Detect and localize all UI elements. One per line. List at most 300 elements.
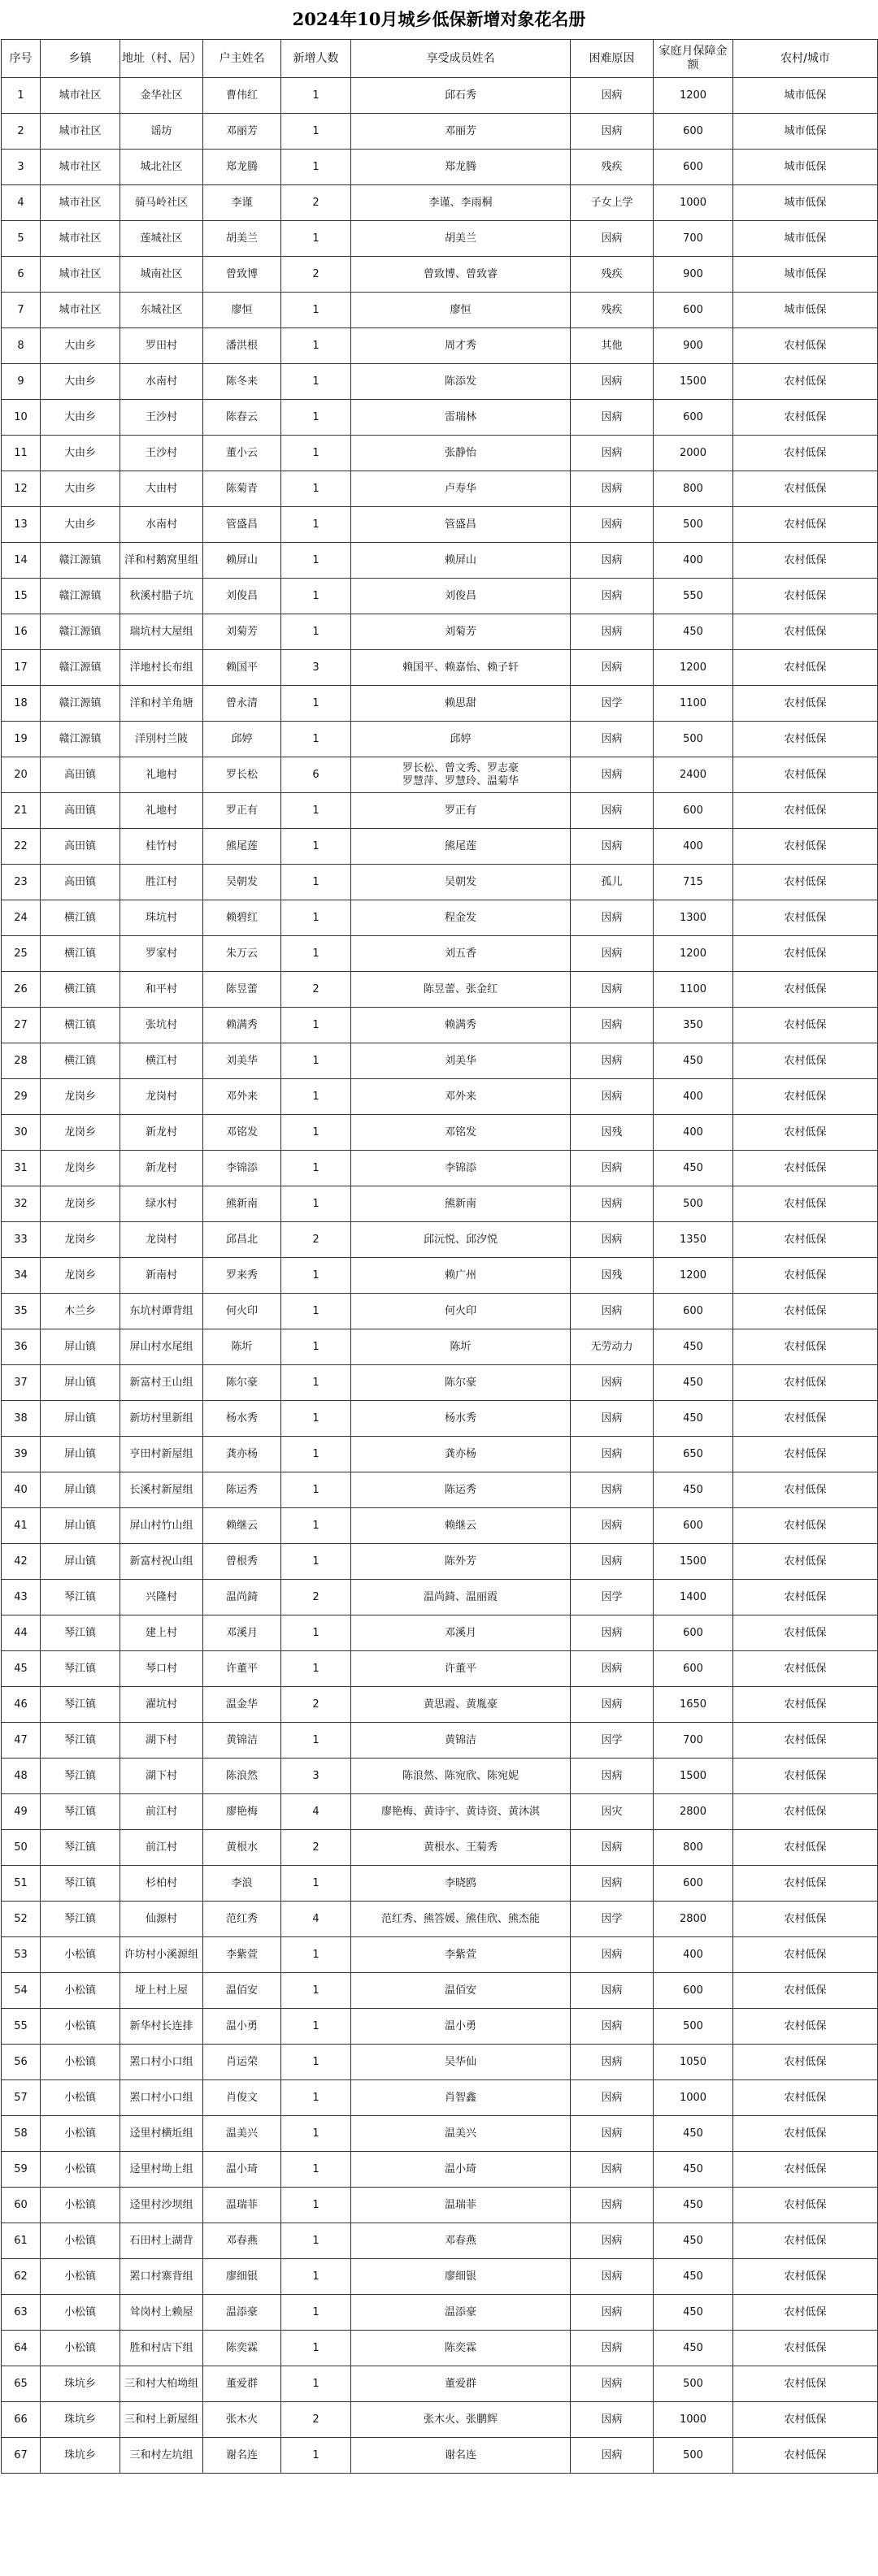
monthly-amount-cell: 800 [654,471,733,507]
added-count-cell: 1 [281,2080,351,2116]
added-count-cell: 2 [281,1687,351,1723]
township-cell: 小松镇 [41,2188,120,2223]
address-cell: 许坊村小溪源组 [120,1937,203,1973]
reason-cell: 因学 [571,1723,654,1759]
reason-cell: 因病 [571,1186,654,1222]
members-cell: 管盛昌 [351,507,571,543]
reason-cell: 因病 [571,1651,654,1687]
index-cell: 24 [2,900,41,936]
index-cell: 22 [2,829,41,865]
monthly-amount-cell: 1200 [654,936,733,972]
table-row [2,400,878,436]
category-cell: 农村低保 [733,1759,878,1794]
members-cell: 邱沅悦、邱汐悦 [351,1222,571,1258]
township-cell: 小松镇 [41,2080,120,2116]
members-cell: 赖广州 [351,1258,571,1294]
monthly-amount-cell: 450 [654,2188,733,2223]
township-cell: 琴江镇 [41,1902,120,1937]
address-cell: 建上村 [120,1615,203,1651]
township-cell: 城市社区 [41,150,120,185]
column-header-added-count: 新增人数 [281,40,351,78]
index-cell: 43 [2,1580,41,1615]
table-row [2,2295,878,2331]
table-row [2,1615,878,1651]
monthly-amount-cell: 500 [654,2009,733,2045]
category-cell: 农村低保 [733,1794,878,1830]
monthly-amount-cell: 450 [654,1151,733,1186]
address-cell: 谣坊 [120,114,203,150]
table-row [2,686,878,722]
address-cell: 绿水村 [120,1186,203,1222]
category-cell: 农村低保 [733,757,878,793]
township-cell: 大由乡 [41,436,120,471]
members-cell: 陈运秀 [351,1472,571,1508]
added-count-cell: 1 [281,1043,351,1079]
householder-cell: 曹伟红 [203,78,281,114]
monthly-amount-cell: 1500 [654,364,733,400]
address-cell: 横江村 [120,1043,203,1079]
category-cell: 农村低保 [733,471,878,507]
township-cell: 赣江源镇 [41,543,120,579]
members-cell: 吴朝发 [351,865,571,900]
index-cell: 50 [2,1830,41,1866]
address-cell: 湖下村 [120,1759,203,1794]
householder-cell: 范红秀 [203,1902,281,1937]
table-row [2,1687,878,1723]
township-cell: 珠坑乡 [41,2402,120,2438]
monthly-amount-cell: 400 [654,829,733,865]
householder-cell: 邓外来 [203,1079,281,1115]
category-cell: 农村低保 [733,1472,878,1508]
reason-cell: 因学 [571,1580,654,1615]
index-cell: 42 [2,1544,41,1580]
members-cell: 陈尔豪 [351,1365,571,1401]
index-cell: 23 [2,865,41,900]
reason-cell: 因病 [571,2116,654,2152]
table-row [2,900,878,936]
index-cell: 7 [2,293,41,328]
table-row [2,1222,878,1258]
index-cell: 56 [2,2045,41,2080]
table-row [2,1437,878,1472]
table-row [2,543,878,579]
monthly-amount-cell: 400 [654,543,733,579]
reason-cell: 因病 [571,2402,654,2438]
members-cell: 温小勇 [351,2009,571,2045]
township-cell: 屏山镇 [41,1544,120,1580]
householder-cell: 董爱群 [203,2366,281,2402]
reason-cell: 因病 [571,471,654,507]
address-cell: 新南村 [120,1258,203,1294]
index-cell: 44 [2,1615,41,1651]
monthly-amount-cell: 715 [654,865,733,900]
reason-cell: 因病 [571,1544,654,1580]
added-count-cell: 2 [281,1580,351,1615]
householder-cell: 赖屏山 [203,543,281,579]
table-row [2,2009,878,2045]
category-cell: 农村低保 [733,2331,878,2366]
table-row [2,114,878,150]
monthly-amount-cell: 600 [654,1508,733,1544]
table-row [2,257,878,293]
township-cell: 横江镇 [41,1008,120,1043]
members-cell: 邓铭发 [351,1115,571,1151]
monthly-amount-cell: 600 [654,1651,733,1687]
monthly-amount-cell: 600 [654,1973,733,2009]
reason-cell: 因残 [571,1258,654,1294]
added-count-cell: 1 [281,1723,351,1759]
added-count-cell: 1 [281,436,351,471]
index-cell: 41 [2,1508,41,1544]
reason-cell: 因病 [571,221,654,257]
reason-cell: 因病 [571,650,654,686]
householder-cell: 邓丽芳 [203,114,281,150]
householder-cell: 陈昱蕾 [203,972,281,1008]
reason-cell: 因学 [571,1902,654,1937]
added-count-cell: 1 [281,1437,351,1472]
added-count-cell: 1 [281,1401,351,1437]
householder-cell: 陈菊青 [203,471,281,507]
index-cell: 1 [2,78,41,114]
monthly-amount-cell: 900 [654,328,733,364]
address-cell: 罗家村 [120,936,203,972]
address-cell: 龙岗村 [120,1079,203,1115]
monthly-amount-cell: 900 [654,257,733,293]
householder-cell: 杨水秀 [203,1401,281,1437]
members-cell: 温添豪 [351,2295,571,2331]
reason-cell: 因病 [571,1472,654,1508]
householder-cell: 邓春燕 [203,2223,281,2259]
category-cell: 农村低保 [733,1401,878,1437]
added-count-cell: 1 [281,2438,351,2474]
added-count-cell: 2 [281,1830,351,1866]
category-cell: 农村低保 [733,2223,878,2259]
householder-cell: 邓溪月 [203,1615,281,1651]
householder-cell: 董小云 [203,436,281,471]
address-cell: 长溪村新屋组 [120,1472,203,1508]
householder-cell: 陈奕霖 [203,2331,281,2366]
added-count-cell: 1 [281,507,351,543]
monthly-amount-cell: 450 [654,2259,733,2295]
members-cell: 廖恒 [351,293,571,328]
township-cell: 高田镇 [41,829,120,865]
address-cell: 骑马岭社区 [120,185,203,221]
index-cell: 62 [2,2259,41,2295]
added-count-cell: 2 [281,972,351,1008]
category-cell: 农村低保 [733,1544,878,1580]
township-cell: 琴江镇 [41,1759,120,1794]
township-cell: 小松镇 [41,1973,120,2009]
column-header-monthly-amount: 家庭月保障金额 [654,40,733,78]
table-row [2,2080,878,2116]
column-header-reason: 困难原因 [571,40,654,78]
township-cell: 琴江镇 [41,1723,120,1759]
added-count-cell: 1 [281,471,351,507]
category-cell: 农村低保 [733,436,878,471]
members-cell: 李晓鸥 [351,1866,571,1902]
monthly-amount-cell: 450 [654,2152,733,2188]
category-cell: 农村低保 [733,1258,878,1294]
monthly-amount-cell: 500 [654,722,733,757]
address-cell: 迳里村坳上组 [120,2152,203,2188]
category-cell: 城市低保 [733,257,878,293]
reason-cell: 因病 [571,2009,654,2045]
township-cell: 赣江源镇 [41,579,120,614]
reason-cell: 因病 [571,1759,654,1794]
index-cell: 60 [2,2188,41,2223]
category-cell: 农村低保 [733,865,878,900]
reason-cell: 因病 [571,829,654,865]
township-cell: 屏山镇 [41,1472,120,1508]
members-cell: 周才秀 [351,328,571,364]
index-cell: 35 [2,1294,41,1329]
members-cell: 刘俊昌 [351,579,571,614]
address-cell: 湖下村 [120,1723,203,1759]
added-count-cell: 1 [281,2295,351,2331]
township-cell: 小松镇 [41,2259,120,2295]
index-cell: 46 [2,1687,41,1723]
monthly-amount-cell: 1100 [654,686,733,722]
members-cell: 肖智鑫 [351,2080,571,2116]
added-count-cell: 2 [281,257,351,293]
address-cell: 新龙村 [120,1151,203,1186]
added-count-cell: 1 [281,1008,351,1043]
column-header-address: 地址（村、居） [120,40,203,78]
township-cell: 大由乡 [41,364,120,400]
category-cell: 农村低保 [733,2152,878,2188]
index-cell: 48 [2,1759,41,1794]
category-cell: 农村低保 [733,2259,878,2295]
added-count-cell: 1 [281,1651,351,1687]
township-cell: 横江镇 [41,936,120,972]
householder-cell: 张木火 [203,2402,281,2438]
members-cell: 杨水秀 [351,1401,571,1437]
reason-cell: 因病 [571,900,654,936]
address-cell: 三和村上新屋组 [120,2402,203,2438]
address-cell: 张坑村 [120,1008,203,1043]
table-row [2,579,878,614]
householder-cell: 陈浪然 [203,1759,281,1794]
added-count-cell: 1 [281,1294,351,1329]
added-count-cell: 1 [281,400,351,436]
township-cell: 龙岗乡 [41,1186,120,1222]
address-cell: 新富村王山组 [120,1365,203,1401]
householder-cell: 曾永清 [203,686,281,722]
address-cell: 三和村大柏坳组 [120,2366,203,2402]
category-cell: 农村低保 [733,2366,878,2402]
reason-cell: 因病 [571,1437,654,1472]
column-header-index: 序号 [2,40,41,78]
monthly-amount-cell: 550 [654,579,733,614]
category-cell: 农村低保 [733,2402,878,2438]
householder-cell: 龚亦杨 [203,1437,281,1472]
members-cell: 刘美华 [351,1043,571,1079]
index-cell: 59 [2,2152,41,2188]
reason-cell: 因病 [571,1079,654,1115]
householder-cell: 熊尾莲 [203,829,281,865]
monthly-amount-cell: 700 [654,221,733,257]
added-count-cell: 1 [281,936,351,972]
table-row [2,2331,878,2366]
index-cell: 49 [2,1794,41,1830]
members-cell: 李锦添 [351,1151,571,1186]
address-cell: 胜江村 [120,865,203,900]
township-cell: 小松镇 [41,2009,120,2045]
index-cell: 52 [2,1902,41,1937]
added-count-cell: 1 [281,722,351,757]
added-count-cell: 4 [281,1794,351,1830]
index-cell: 20 [2,757,41,793]
category-cell: 农村低保 [733,1937,878,1973]
added-count-cell: 1 [281,221,351,257]
monthly-amount-cell: 600 [654,150,733,185]
table-row [2,436,878,471]
township-cell: 龙岗乡 [41,1115,120,1151]
address-cell: 礼地村 [120,757,203,793]
members-cell: 邓丽芳 [351,114,571,150]
householder-cell: 温美兴 [203,2116,281,2152]
category-cell: 农村低保 [733,328,878,364]
monthly-amount-cell: 500 [654,1186,733,1222]
table-row [2,1937,878,1973]
added-count-cell: 3 [281,650,351,686]
township-cell: 赣江源镇 [41,650,120,686]
householder-cell: 肖俊文 [203,2080,281,2116]
township-cell: 琴江镇 [41,1615,120,1651]
table-row [2,1580,878,1615]
category-cell: 农村低保 [733,1615,878,1651]
monthly-amount-cell: 400 [654,1115,733,1151]
added-count-cell: 1 [281,78,351,114]
index-cell: 10 [2,400,41,436]
householder-cell: 肖运荣 [203,2045,281,2080]
address-cell: 东城社区 [120,293,203,328]
index-cell: 16 [2,614,41,650]
added-count-cell: 1 [281,2152,351,2188]
householder-cell: 陈运秀 [203,1472,281,1508]
members-cell: 赖满秀 [351,1008,571,1043]
monthly-amount-cell: 600 [654,114,733,150]
members-cell: 董爱群 [351,2366,571,2402]
township-cell: 赣江源镇 [41,686,120,722]
address-cell: 兴隆村 [120,1580,203,1615]
householder-cell: 李谨 [203,185,281,221]
table-row [2,972,878,1008]
reason-cell: 因病 [571,1151,654,1186]
added-count-cell: 4 [281,1902,351,1937]
reason-cell: 因病 [571,1866,654,1902]
table-row [2,757,878,793]
members-cell: 赖思甜 [351,686,571,722]
address-cell: 金华社区 [120,78,203,114]
table-row [2,2402,878,2438]
table-row [2,1401,878,1437]
reason-cell: 因残 [571,1115,654,1151]
table-row [2,1294,878,1329]
category-cell: 农村低保 [733,1115,878,1151]
reason-cell: 因病 [571,1830,654,1866]
category-cell: 农村低保 [733,829,878,865]
township-cell: 城市社区 [41,114,120,150]
householder-cell: 朱万云 [203,936,281,972]
table-row [2,1830,878,1866]
address-cell: 东坑村谭背组 [120,1294,203,1329]
address-cell: 屏山村竹山组 [120,1508,203,1544]
members-cell: 曾致博、曾致睿 [351,257,571,293]
monthly-amount-cell: 700 [654,1723,733,1759]
index-cell: 27 [2,1008,41,1043]
table-row [2,185,878,221]
township-cell: 木兰乡 [41,1294,120,1329]
address-cell: 龙岗村 [120,1222,203,1258]
monthly-amount-cell: 1350 [654,1222,733,1258]
category-cell: 农村低保 [733,1830,878,1866]
township-cell: 琴江镇 [41,1866,120,1902]
members-cell: 李紫萱 [351,1937,571,1973]
address-cell: 罴口村小口组 [120,2080,203,2116]
table-row [2,1365,878,1401]
reason-cell: 因病 [571,1687,654,1723]
members-cell: 邓春燕 [351,2223,571,2259]
category-cell: 农村低保 [733,1365,878,1401]
index-cell: 25 [2,936,41,972]
members-cell: 胡美兰 [351,221,571,257]
monthly-amount-cell: 450 [654,2223,733,2259]
index-cell: 14 [2,543,41,579]
category-cell: 城市低保 [733,78,878,114]
township-cell: 赣江源镇 [41,614,120,650]
category-cell: 农村低保 [733,1079,878,1115]
members-cell: 陈圻 [351,1329,571,1365]
township-cell: 城市社区 [41,185,120,221]
table-row [2,936,878,972]
members-cell: 陈浪然、陈宛欣、陈宛妮 [351,1759,571,1794]
category-cell: 农村低保 [733,1043,878,1079]
added-count-cell: 1 [281,1258,351,1294]
members-cell: 赖国平、赖嘉怡、赖子轩 [351,650,571,686]
householder-cell: 陈春云 [203,400,281,436]
category-cell: 农村低保 [733,1580,878,1615]
category-cell: 农村低保 [733,1687,878,1723]
category-cell: 城市低保 [733,114,878,150]
index-cell: 37 [2,1365,41,1401]
table-row [2,2188,878,2223]
address-cell: 罴口村小口组 [120,2045,203,2080]
members-cell: 刘菊芳 [351,614,571,650]
members-cell: 李谨、李雨桐 [351,185,571,221]
address-cell: 桂竹村 [120,829,203,865]
reason-cell: 因灾 [571,1794,654,1830]
township-cell: 横江镇 [41,900,120,936]
reason-cell: 因病 [571,2080,654,2116]
reason-cell: 因病 [571,936,654,972]
township-cell: 琴江镇 [41,1830,120,1866]
township-cell: 屏山镇 [41,1365,120,1401]
table-row [2,1329,878,1365]
table-row [2,1508,878,1544]
index-cell: 31 [2,1151,41,1186]
added-count-cell: 1 [281,1615,351,1651]
members-cell: 廖艳梅、黄诗宇、黄诗资、黄沐淇 [351,1794,571,1830]
township-cell: 小松镇 [41,2331,120,2366]
members-cell: 范红秀、熊答媛、熊佳欣、熊杰能 [351,1902,571,1937]
members-cell: 卢寿华 [351,471,571,507]
table-row [2,793,878,829]
township-cell: 琴江镇 [41,1651,120,1687]
table-row [2,293,878,328]
table-row [2,1043,878,1079]
householder-cell: 罗正有 [203,793,281,829]
